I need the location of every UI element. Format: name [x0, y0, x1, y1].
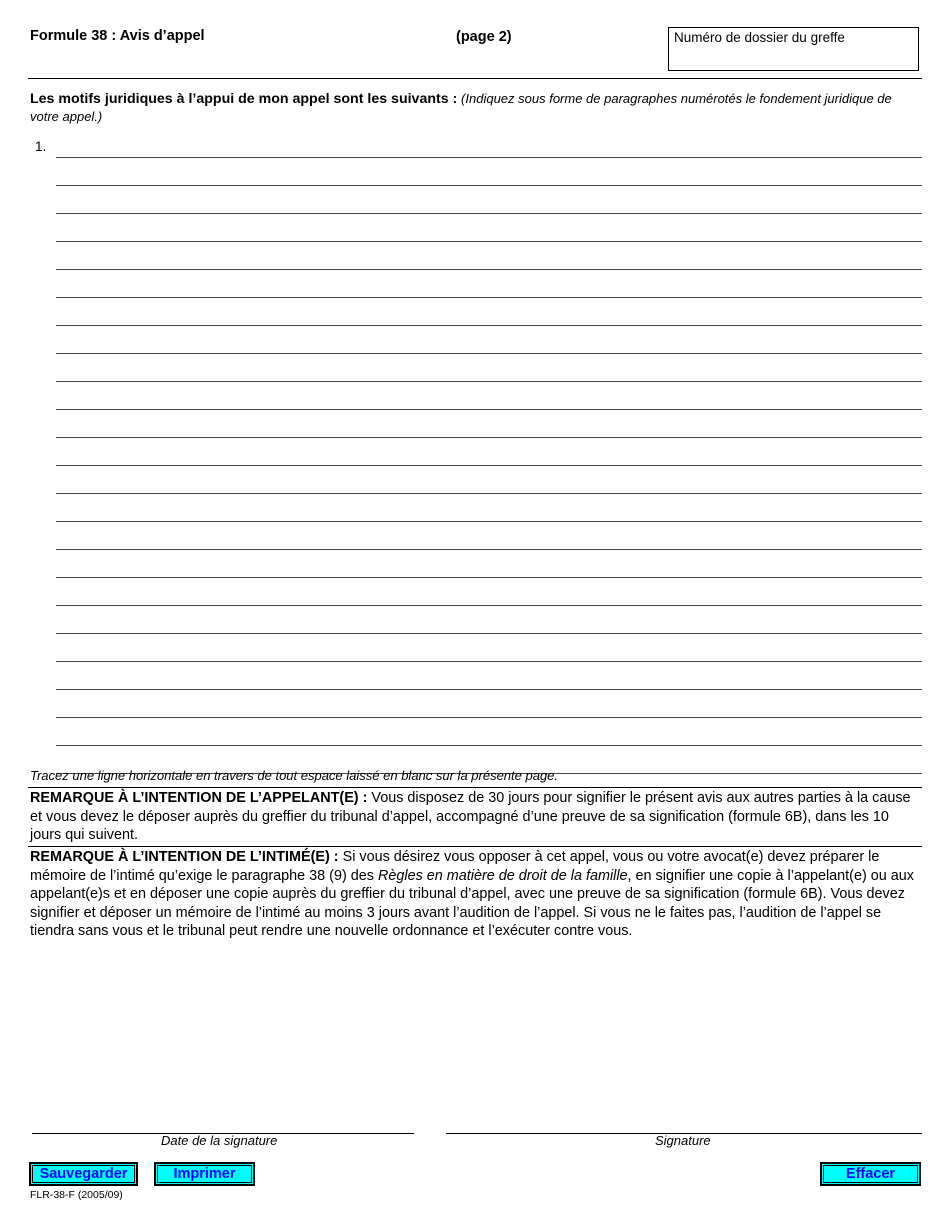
writing-line[interactable] — [56, 409, 922, 437]
writing-line[interactable] — [56, 381, 922, 409]
writing-line[interactable] — [56, 633, 922, 661]
notes-divider-top — [28, 787, 922, 788]
clear-button[interactable]: Effacer — [820, 1162, 921, 1186]
grounds-heading: Les motifs juridiques à l’appui de mon appel sont les suivants : — [30, 91, 458, 107]
page-label: (page 2) — [456, 29, 512, 45]
writing-line[interactable] — [56, 437, 922, 465]
writing-line[interactable] — [56, 185, 922, 213]
writing-line[interactable] — [56, 465, 922, 493]
writing-line[interactable] — [56, 297, 922, 325]
signature-label: Signature — [655, 1133, 711, 1148]
print-button[interactable]: Imprimer — [154, 1162, 255, 1186]
writing-line[interactable] — [56, 661, 922, 689]
note-appellant-title: REMARQUE À L’INTENTION DE L’APPELANT(E) : — [30, 790, 368, 806]
writing-line[interactable] — [56, 549, 922, 577]
save-button[interactable]: Sauvegarder — [29, 1162, 138, 1186]
form-title: Formule 38 : Avis d’appel — [30, 28, 205, 44]
writing-line[interactable] — [56, 353, 922, 381]
blank-space-instruction: Tracez une ligne horizontale en travers de tout espace laissé en blanc sur la présente page. — [30, 768, 559, 783]
date-signature-label: Date de la signature — [161, 1133, 278, 1148]
rules-title: Règles en matière de droit de la famille — [377, 867, 628, 884]
writing-line[interactable] — [56, 493, 922, 521]
writing-line[interactable] — [56, 325, 922, 353]
form-code: FLR-38-F (2005/09) — [30, 1189, 123, 1201]
writing-line[interactable] — [56, 689, 922, 717]
header-divider — [28, 78, 922, 79]
note-respondent-text-1: Si vous désirez vous opposer à cet appel, vous ou votre avocat(e) devez préparer le mémoire de l’intimé qu’exige le paragraphe 38 (9) des — [30, 849, 880, 884]
writing-line[interactable] — [56, 269, 922, 297]
note-to-respondent — [30, 848, 918, 941]
grounds-heading-block — [30, 90, 910, 126]
writing-line[interactable] — [56, 213, 922, 241]
note-to-appellant — [30, 789, 918, 845]
notes-divider-middle — [28, 846, 922, 847]
writing-line[interactable] — [56, 605, 922, 633]
grounds-text-area[interactable] — [56, 157, 922, 775]
writing-line[interactable] — [56, 157, 922, 185]
grounds-instruction: (Indiquez sous forme de paragraphes numérotés le fondement juridique de votre appel.) — [30, 91, 892, 124]
note-appellant-text: Vous disposez de 30 jours pour signifier le présent avis aux autres parties à la cause et vous devez le déposer auprès du greffier du tribunal d’appel, accompagné d’une preuve de sa signification (formule 6B), dans les 10 jours qui suivent. — [30, 790, 911, 844]
writing-line[interactable] — [56, 521, 922, 549]
writing-line[interactable] — [56, 717, 922, 745]
note-respondent-text-2: , en signifier une copie à l’appelant(e) ou aux appelant(e)s et en déposer une copie auprès du greffier du tribunal d’appel, avec une preuve de sa signification (formule 6B). Vous devez signifier et déposer un mémoire de l’intimé au moins 3 jours avant l’audition de l’appel. Si vous ne le faites pas, l’audition de l’appel se tiendra sans vous et le tribunal peut rendre une nouvelle ordonnance et l’exécuter contre vous. — [30, 867, 914, 940]
writing-line[interactable] — [56, 577, 922, 605]
court-file-number-label: Numéro de dossier du greffe — [674, 30, 845, 45]
court-file-number-field[interactable] — [668, 27, 919, 71]
note-respondent-title: REMARQUE À L’INTENTION DE L’INTIMÉ(E) : — [30, 849, 339, 865]
writing-line[interactable] — [56, 241, 922, 269]
paragraph-number: 1. — [35, 139, 47, 154]
